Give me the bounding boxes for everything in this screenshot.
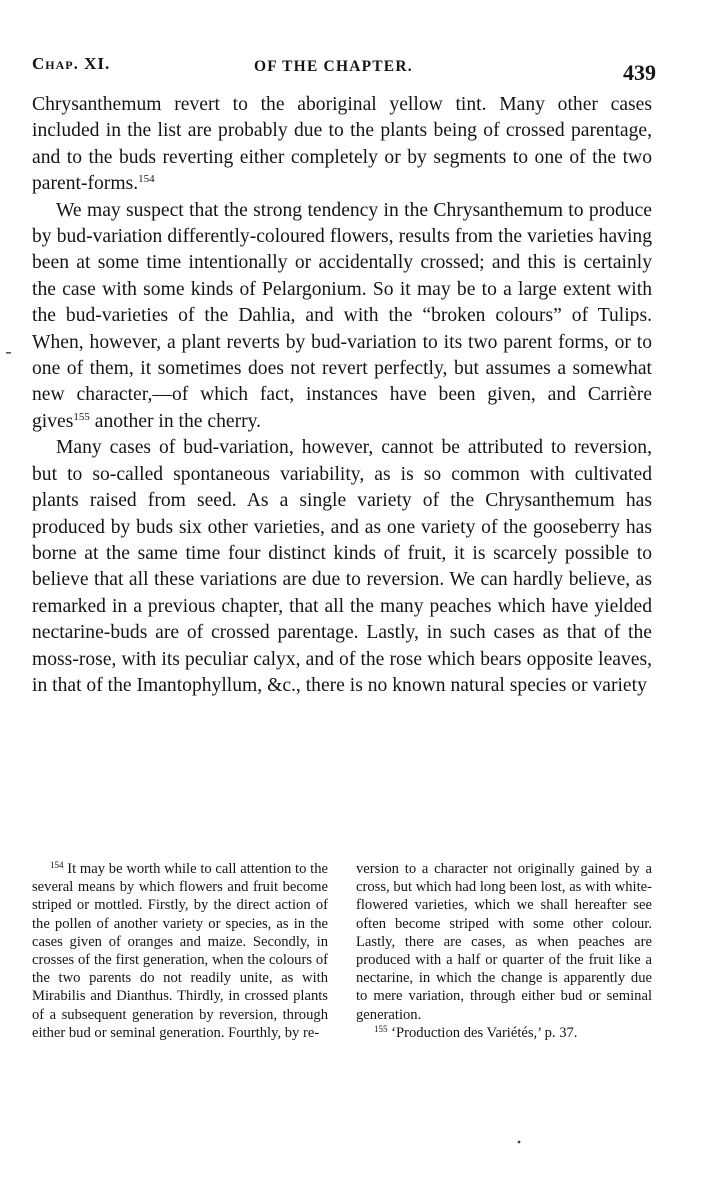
page-number: 439 bbox=[623, 60, 656, 85]
paragraph-text: Many cases of bud-variation, however, cannot be attributed to reversion, but to so-called spontaneous variability, as is so common with cultivated plants raised from seed. As a single variety of the Chrysanthemum has produced by buds six other varieties, and as one variety of the gooseberry has borne at the same time four distinct kinds of fruit, it is scarcely possible to believe that all these variations are due to reversion. We can hardly believe, as remarked in a previous chapter, that all the many peaches which have yielded nectarine-buds are of crossed parentage. Lastly, in such cases as that of the moss-rose, with its peculiar calyx, and of the rose which bears opposite leaves, in that of the Imantophyllum, &c., there is no known natural species or variety bbox=[32, 437, 652, 696]
footnote-155-text: ‘Production des Variétés,’ p. 37. bbox=[387, 1024, 578, 1041]
running-header bbox=[32, 52, 656, 92]
paragraph-text: Chrysanthemum revert to the aboriginal yellow tint. Many other cases included in the list are probably due to the plants being of crossed parentage, and to the buds reverting either completely or by segments to one of the two parent-forms. bbox=[32, 94, 652, 195]
footnote-154 bbox=[32, 860, 328, 1042]
paragraph-spontaneous-variability bbox=[32, 435, 652, 699]
paragraph-continued bbox=[32, 92, 652, 198]
footnote-ref-154[interactable]: 154 bbox=[138, 173, 155, 186]
running-title: OF THE CHAPTER. bbox=[254, 58, 413, 75]
book-page bbox=[32, 52, 656, 1041]
footnote-155 bbox=[356, 1024, 652, 1042]
footnote-154-continued: version to a character not originally gained by a cross, but which had long been lost, as with white-flowered varieties, which we shall hereafter see often become striped with some other colour. Lastly, there are cases, as when peaches are produced with a half or quarter of the fruit like a nectarine, in which the change is apparently due to mere variation, through either bud or seminal generation. bbox=[356, 861, 652, 1023]
main-text bbox=[32, 92, 652, 699]
paragraph-reversion-crossing bbox=[32, 198, 652, 436]
footnote-number-154: 154 bbox=[50, 860, 64, 870]
paragraph-text: We may suspect that the strong tendency in the Chrysanthemum to produce by bud-variation differently-coloured flowers, results from the varieties having been at some time intentionally or accidentally crossed; and this is certainly the case with some kinds of Pelargonium. So it may be to a large extent with the bud-varieties of the Dahlia, and with the “broken colours” of Tulips. When, however, a plant reverts by bud-variation to its two parent forms, or to one of them, it sometimes does not revert perfectly, but assumes a somewhat new character,—of which fact, instances have been given, and Carrière gives bbox=[32, 199, 652, 432]
speck-mark bbox=[6, 352, 11, 354]
footnote-154-text: It may be worth while to call attention to the several means by which flowers and fruit become striped or mottled. Firstly, by the direct action of the pollen of another variety or species, as in the cases given of oranges and maize. Secondly, in crosses of the first generation, when the colours of the two parents do not readily unite, as with Mirabilis and Dianthus. Thirdly, in crossed plants of a subsequent generation by reversion, through either bud or seminal generation. Fourthly, by re- bbox=[32, 861, 328, 1041]
footnote-column-right bbox=[356, 860, 652, 1042]
paragraph-text-end: another in the cherry. bbox=[89, 410, 262, 432]
footnote-ref-155[interactable]: 155 bbox=[73, 410, 90, 423]
footnotes bbox=[32, 860, 652, 1042]
speck-mark bbox=[518, 1141, 521, 1144]
footnote-number-155: 155 bbox=[374, 1023, 388, 1034]
footnote-column-left bbox=[32, 860, 328, 1042]
chapter-label: Chap. XI. bbox=[32, 54, 111, 73]
